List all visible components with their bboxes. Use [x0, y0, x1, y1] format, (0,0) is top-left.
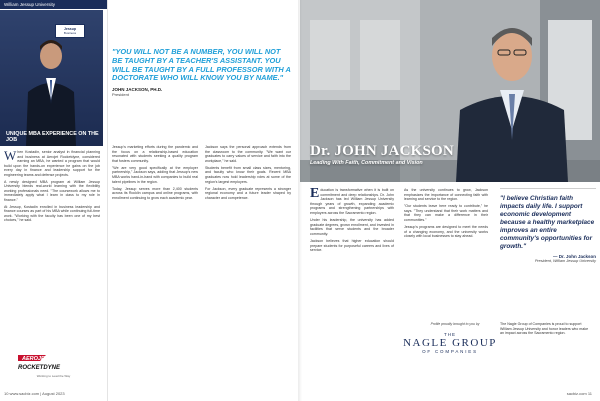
tag-line1: Jessup	[63, 26, 77, 31]
page-footer-left: 10 www.sacbiz.com | August 2023	[4, 391, 65, 396]
profile-name: Dr. JOHN JACKSON	[310, 143, 454, 159]
sidebar-feature	[0, 0, 107, 401]
article-paragraph: Jackson says the personal approach extends from the classroom to the community. "We want our graduates to carry values of service and faith into the workplace," he said.	[205, 145, 291, 163]
article-paragraph: "We are very good specifically at the employer partnership," Jackson says, adding that Jessup's new MBA works hand-in-hand with companies to build real talent pipelines in the region.	[112, 165, 198, 184]
profile-heading	[310, 143, 500, 166]
feature-photo	[0, 10, 103, 146]
brand-bar: William Jessup University	[0, 0, 107, 9]
sidebar-article	[4, 150, 100, 225]
article-paragraph: Students benefit from small class sizes, mentoring, and faculty who know their goals. Recent MBA graduates now hold leadership roles at some of the region's largest employers.	[205, 165, 291, 184]
sponsor-note: The Nagle Group of Companies is proud to support William Jessup University and honor leaders who make an impact across the Sacramento region.	[500, 322, 589, 336]
side-quote	[500, 188, 596, 263]
side-quote-role: President, William Jessup University	[534, 259, 596, 263]
nagle-the: THE	[444, 332, 456, 337]
sponsor-line: Profile proudly brought to you by	[430, 322, 480, 326]
sidebar-paragraph: At Jessup, Kostadin enrolled in business leadership and finance courses as part of his MBA while continuing full-time work. "Working with the faculty has been one of my best choices," he said.	[4, 204, 100, 223]
aerojet-logo	[16, 351, 86, 373]
feature-title: UNIQUE MBA EXPERIENCE ON THE JOB	[6, 131, 99, 143]
profile-paragraph: As the university continues to grow, Jackson emphasizes the importance of connecting faith with learning and service to the region.	[404, 188, 488, 202]
sidebar-paragraph: A newly designed MBA program at William Jessup University blends real-world learning with the flexibility working professionals need. "The coursework allows me to immediately apply what I learn in class to my role in finance."	[4, 179, 100, 202]
article-paragraph: Jessup's marketing efforts during the pandemic and the focus on a relationship-based education resonated with students seeking a quality program that fosters community.	[112, 145, 198, 163]
column-divider	[107, 0, 108, 401]
drop-cap: E	[310, 186, 320, 201]
article-column-1	[112, 145, 198, 203]
hero-photo	[300, 0, 600, 182]
logo-line1: AEROJET	[22, 356, 48, 362]
profile-column-2	[404, 188, 488, 316]
article-paragraph: Today, Jessup serves more than 2,400 students across its Rocklin campus and online programs, with enrollment continuing to grow each academic year.	[112, 186, 198, 200]
logo-line2: ROCKETDYNE	[18, 365, 61, 371]
program-tag	[55, 24, 85, 38]
quote-attribution-role: President	[112, 92, 129, 98]
nagle-main: NAGLE GROUP	[403, 337, 497, 349]
page-footer-right: sacbiz.com 11	[566, 391, 592, 396]
student-portrait	[22, 30, 80, 146]
pull-quote	[112, 48, 292, 97]
article-paragraph: For Jackson, every graduate represents a stronger regional economy and a future leader shaped by character and competence.	[205, 186, 291, 200]
article-column-2	[205, 145, 291, 203]
tag-line2: Business	[63, 30, 77, 35]
profile-paragraph: Jessup's programs are designed to meet the needs of a changing economy, and the university works closely with local businesses to stay ahead.	[404, 225, 488, 239]
profile-subtitle: Leading With Faith, Commitment and Vision	[310, 160, 423, 166]
nagle-group-logo	[400, 332, 500, 354]
profile-paragraph: Under his leadership, the university has added graduate degrees, grown enrollment, and invested in facilities that serve students and the broader community.	[310, 218, 394, 236]
logo-caption: Working to Lead the Way	[36, 374, 71, 378]
spread-gutter	[298, 0, 302, 401]
side-quote-text: "I believe Christian faith impacts daily life. I support economic development because a healthy marketplace improves an entire community's opportunities for growth."	[500, 195, 595, 250]
quote-rule	[500, 188, 596, 189]
quote-attribution-name: JOHN JACKSON, PH.D.	[112, 87, 163, 93]
profile-paragraph: Education is transformative when it is built on commitment and deep relationships. Dr. John Jackson has led William Jessup University through years of growth, expanding academic programs and strengthening partnerships with employers across the Sacramento region.	[310, 186, 394, 215]
drop-cap: W	[4, 148, 17, 163]
profile-paragraph: "Our students leave here ready to contribute," he says. "They understand that their work matters and that they can make a difference in their communities."	[404, 204, 488, 223]
profile-paragraph: Jackson believes that higher education should prepare students for purposeful careers and lives of service.	[310, 238, 394, 253]
pull-quote-text: "YOU WILL NOT BE A NUMBER, YOU WILL NOT BE TAUGHT BY A TEACHER'S ASSISTANT. YOU WILL BE TAUGHT BY A FULL PROFESSOR WITH A DOCTORATE WHO WILL KNOW YOU BY NAME."	[112, 47, 291, 83]
nagle-sub: OF COMPANIES	[422, 349, 478, 354]
right-page	[300, 0, 600, 401]
profile-column-1	[310, 188, 394, 255]
side-quote-name: — Dr. John Jackson	[552, 254, 596, 259]
sidebar-paragraph: When Kostadin, senior analyst in financial planning and business at Aerojet Rocketdyne, considered earning an MBA, he wanted a program that would build upon the hands-on experience he gains on the job every day in finance and leadership support for the engineering teams and defense projects.	[4, 148, 100, 177]
